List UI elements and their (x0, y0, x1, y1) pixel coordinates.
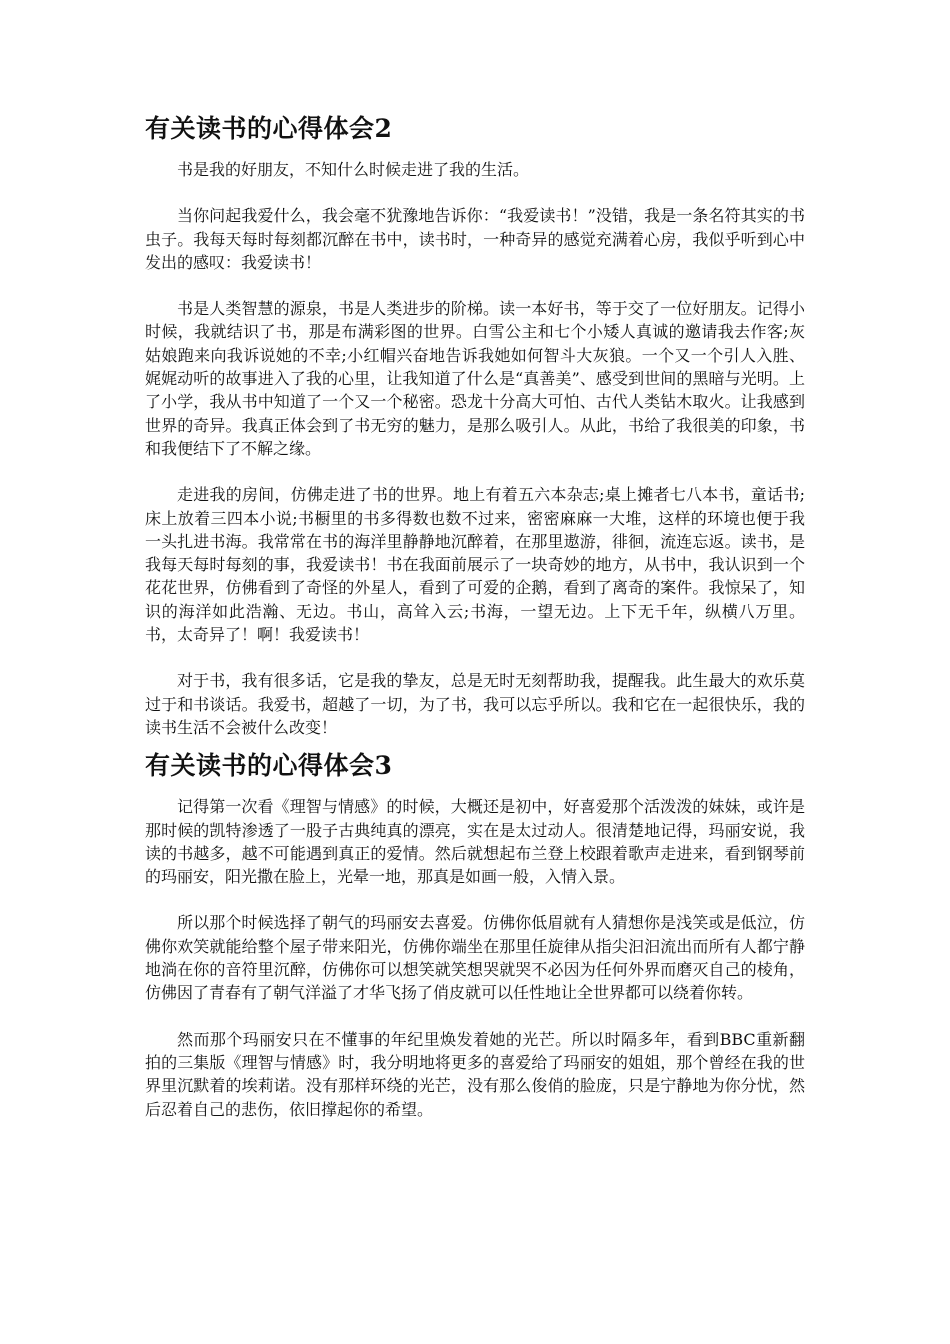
section-title: 有关读书的心得体会2 (145, 114, 393, 143)
paragraph: 然而那个玛丽安只在不懂事的年纪里焕发着她的光芒。所以时隔多年，看到BBC重新翻拍的三集版《理智与情感》时，我分明地将更多的喜爱给了玛丽安的姐姐，那个曾经在我的世界里沉默着的埃莉诺。没有那样环绕的光芒，没有那么俊俏的脸庞，只是宁静地为你分忧，然后忍着自己的悲伤，依旧撑起你的希望。 (145, 1029, 805, 1119)
paragraph: 所以那个时候选择了朝气的玛丽安去喜爱。仿佛你低眉就有人猜想你是浅笑或是低泣，仿佛你欢笑就能给整个屋子带来阳光，仿佛你端坐在那里任旋律从指尖汩汩流出而所有人都宁静地淌在你的音符里沉醉，仿佛你可以想笑就笑想哭就哭不必因为任何外界而磨灭自己的棱角，仿佛因了青春有了朝气洋溢了才华飞扬了俏皮就可以任性地让全世界都可以绕着你转。 (145, 913, 805, 1003)
paragraph: 记得第一次看《理智与情感》的时候，大概还是初中，好喜爱那个活泼泼的妹妹，或许是那时候的凯特渗透了一股子古典纯真的漂亮，实在是太过动人。很清楚地记得，玛丽安说，我读的书越多，越不可能遇到真正的爱情。然后就想起布兰登上校跟着歌声走进来，看到钢琴前的玛丽安，阳光撒在脸上，光晕一地，那真是如画一般，入情入景。 (145, 797, 805, 887)
paragraph: 书是我的好朋友，不知什么时候走进了我的生活。 (177, 160, 530, 179)
paragraph: 书是人类智慧的源泉，书是人类进步的阶梯。读一本好书，等于交了一位好朋友。记得小时候，我就结识了书，那是布满彩图的世界。白雪公主和七个小矮人真诚的邀请我去作客;灰姑娘跑来向我诉说她的不幸;小红帽兴奋地告诉我她如何智斗大灰狼。一个又一个引人入胜、娓娓动听的故事进入了我的心里，让我知道了什么是“真善美”、感受到世间的黑暗与光明。上了小学，我从书中知道了一个又一个秘密。恐龙十分高大可怕、古代人类钻木取火。让我感到世界的奇异。我真正体会到了书无穷的魅力，是那么吸引人。从此，书给了我很美的印象，书和我便结下了不解之缘。 (145, 299, 805, 458)
paragraph: 走进我的房间，仿佛走进了书的世界。地上有着五六本杂志;桌上摊者七八本书，童话书;床上放着三四本小说;书橱里的书多得数也数不过来，密密麻麻一大堆，这样的环境也便于我一头扎进书海。我常常在书的海洋里静静地沉醉着，在那里遨游，徘徊，流连忘返。读书，是我每天每时每刻的事，我爱读书！书在我面前展示了一块奇妙的地方，从书中，我认识到一个花花世界，仿佛看到了奇怪的外星人，看到了可爱的企鹅，看到了离奇的案件。我惊呆了，知识的海洋如此浩瀚、无边。书山，高耸入云;书海，一望无边。上下无千年，纵横八万里。书，太奇异了！啊！我爱读书！ (145, 485, 805, 645)
paragraph: 当你问起我爱什么，我会毫不犹豫地告诉你：“我爱读书！”没错，我是一条名符其实的书虫子。我每天每时每刻都沉醉在书中，读书时，一种奇异的感觉充满着心房，我似乎听到心中发出的感叹：我爱读书！ (145, 206, 805, 272)
document-page (145, 112, 805, 1144)
paragraph: 对于书，我有很多话，它是我的挚友，总是无时无刻帮助我，提醒我。此生最大的欢乐莫过于和书谈话。我爱书，超越了一切，为了书，我可以忘乎所以。我和它在一起很快乐，我的读书生活不会被什么改变！ (145, 671, 805, 737)
section-title: 有关读书的心得体会3 (145, 751, 393, 781)
section-reading-3 (145, 749, 805, 1121)
section-reading-2 (145, 112, 805, 739)
